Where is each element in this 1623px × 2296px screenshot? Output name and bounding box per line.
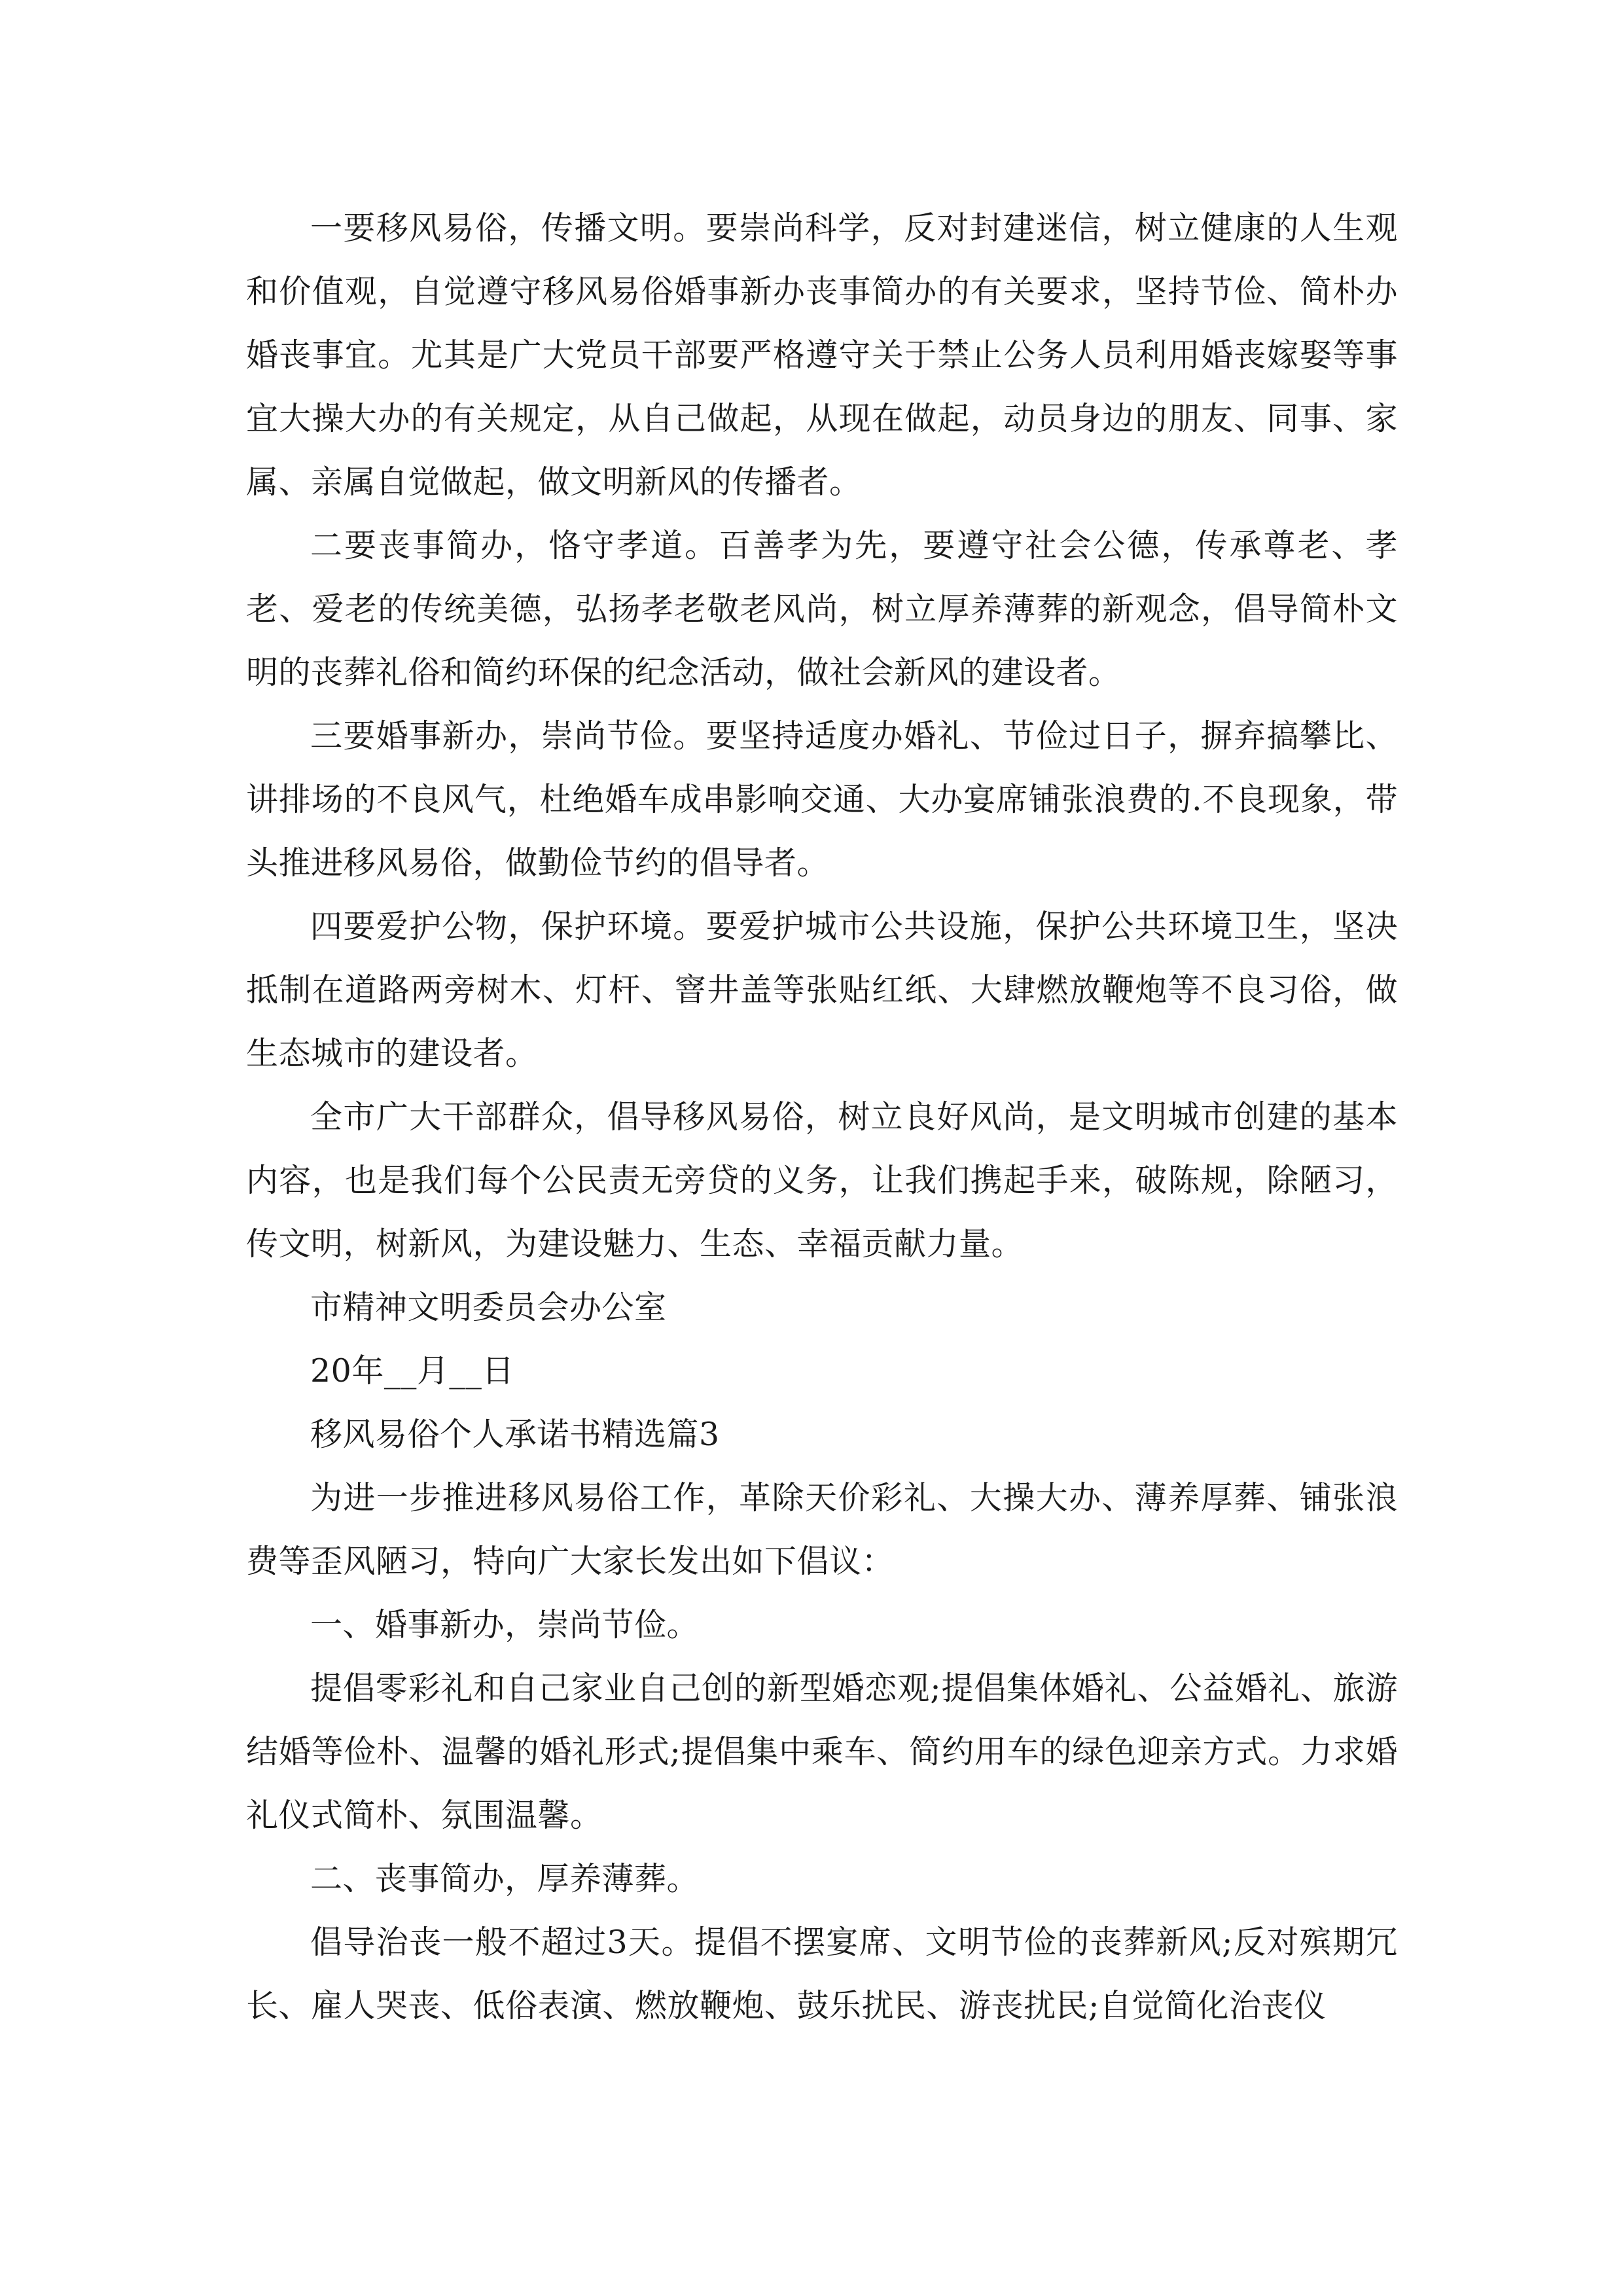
paragraph-3: 三要婚事新办，崇尚节俭。要坚持适度办婚礼、节俭过日子，摒弃搞攀比、讲排场的不良风气，杜绝婚车成串影响交通、大办宴席铺张浪费的.不良现象，带头推进移风易俗，做勤俭节约的倡导者。 xyxy=(246,717,1398,882)
item-2-body: 倡导治丧一般不超过3天。提倡不摆宴席、文明节俭的丧葬新风;反对殡期冗长、雇人哭丧、低俗表演、燃放鞭炮、鼓乐扰民、游丧扰民;自觉简化治丧仪 xyxy=(246,1924,1398,2024)
signature: 市精神文明委员会办公室 xyxy=(310,1289,667,1326)
document-body xyxy=(246,196,1398,2037)
item-1-heading: 一、婚事新办，崇尚节俭。 xyxy=(310,1606,700,1643)
paragraph-5: 全市广大干部群众，倡导移风易俗，树立良好风尚，是文明城市创建的基本内容，也是我们每个公民责无旁贷的义务，让我们携起手来，破陈规，除陋习，传文明，树新风，为建设魅力、生态、幸福贡献力量。 xyxy=(246,1098,1398,1263)
item-1-body: 提倡零彩礼和自己家业自己创的新型婚恋观;提倡集体婚礼、公益婚礼、旅游结婚等俭朴、温馨的婚礼形式;提倡集中乘车、简约用车的绿色迎亲方式。力求婚礼仪式简朴、氛围温馨。 xyxy=(246,1670,1398,1834)
paragraph-1: 一要移风易俗，传播文明。要崇尚科学，反对封建迷信，树立健康的人生观和价值观，自觉遵守移风易俗婚事新办丧事简办的有关要求，坚持节俭、简朴办婚丧事宜。尤其是广大党员干部要严格遵守关于禁止公务人员利用婚丧嫁娶等事宜大操大办的有关规定，从自己做起，从现在做起，动员身边的朋友、同事、家属、亲属自觉做起，做文明新风的传播者。 xyxy=(246,209,1398,501)
paragraph-4: 四要爱护公物，保护环境。要爱护城市公共设施，保护公共环境卫生，坚决抵制在道路两旁树木、灯杆、窨井盖等张贴红纸、大肆燃放鞭炮等不良习俗，做生态城市的建设者。 xyxy=(246,908,1398,1072)
date-line: 20年__月__日 xyxy=(310,1352,514,1390)
paragraph-2: 二要丧事简办，恪守孝道。百善孝为先，要遵守社会公德，传承尊老、孝老、爱老的传统美德，弘扬孝老敬老风尚，树立厚养薄葬的新观念，倡导简朴文明的丧葬礼俗和简约环保的纪念活动，做社会新风的建设者。 xyxy=(246,527,1398,691)
item-2-heading: 二、丧事简办，厚养薄葬。 xyxy=(310,1860,700,1897)
intro-paragraph: 为进一步推进移风易俗工作，革除天价彩礼、大操大办、薄养厚葬、铺张浪费等歪风陋习，特向广大家长发出如下倡议： xyxy=(246,1479,1398,1580)
section-title: 移风易俗个人承诺书精选篇3 xyxy=(310,1416,720,1453)
